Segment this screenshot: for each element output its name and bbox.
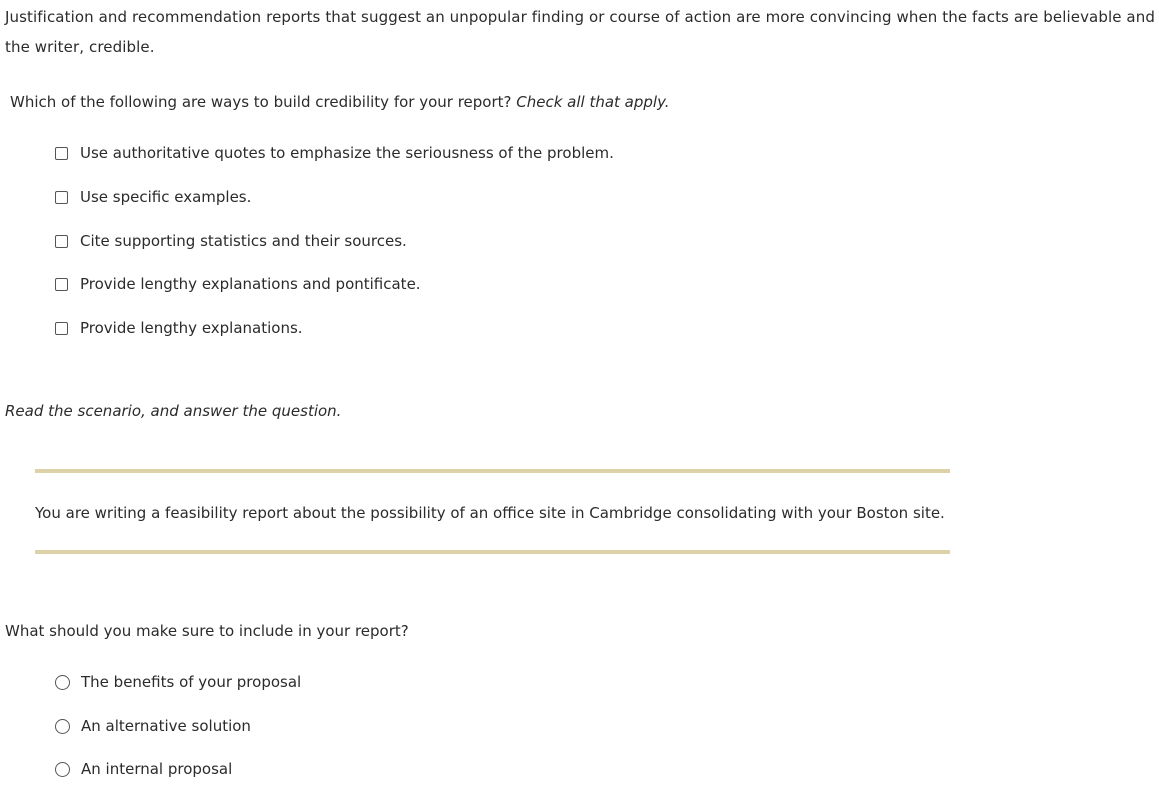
checkbox[interactable]: [55, 278, 68, 291]
question-1-prompt: [10, 91, 670, 113]
q1-option-lengthy-explanations[interactable]: [55, 317, 303, 339]
option-label: The benefits of your proposal: [81, 673, 302, 691]
question-1-text: Which of the following are ways to build credibility for your report?: [10, 93, 517, 111]
checkbox[interactable]: [55, 147, 68, 160]
option-label: Use authoritative quotes to emphasize the seriousness of the problem.: [80, 144, 614, 162]
q2-option-internal-proposal[interactable]: [55, 758, 232, 780]
scenario-bottom-divider: [35, 550, 950, 554]
q1-option-authoritative-quotes[interactable]: [55, 142, 614, 164]
option-label: Use specific examples.: [80, 188, 252, 206]
q1-option-statistics-sources[interactable]: [55, 230, 407, 252]
question-1-instruction: Check all that apply.: [516, 93, 670, 111]
radio-button[interactable]: [55, 675, 70, 690]
intro-paragraph: Justification and recommendation reports that suggest an unpopular finding or course of action are more convincing when the facts are believable and the writer, credible.: [5, 8, 1155, 56]
option-label: An internal proposal: [81, 760, 233, 778]
checkbox[interactable]: [55, 191, 68, 204]
option-label: An alternative solution: [81, 717, 251, 735]
question-2-prompt: What should you make sure to include in your report?: [5, 622, 409, 640]
radio-button[interactable]: [55, 762, 70, 777]
scenario-instruction: [5, 400, 341, 422]
q2-option-alternative-solution[interactable]: [55, 715, 251, 737]
checkbox[interactable]: [55, 235, 68, 248]
option-label: Cite supporting statistics and their sources.: [80, 232, 407, 250]
q1-option-lengthy-pontificate[interactable]: [55, 273, 421, 295]
q1-option-specific-examples[interactable]: [55, 186, 251, 208]
q2-option-benefits[interactable]: [55, 671, 301, 693]
scenario-text: You are writing a feasibility report about the possibility of an office site in Cambridge consolidating with your Boston site.: [35, 504, 945, 522]
option-label: Provide lengthy explanations and pontificate.: [80, 275, 421, 293]
option-label: Provide lengthy explanations.: [80, 319, 303, 337]
scenario-instruction-text: Read the scenario, and answer the question.: [5, 402, 342, 420]
scenario-top-divider: [35, 469, 950, 473]
checkbox[interactable]: [55, 322, 68, 335]
radio-button[interactable]: [55, 719, 70, 734]
